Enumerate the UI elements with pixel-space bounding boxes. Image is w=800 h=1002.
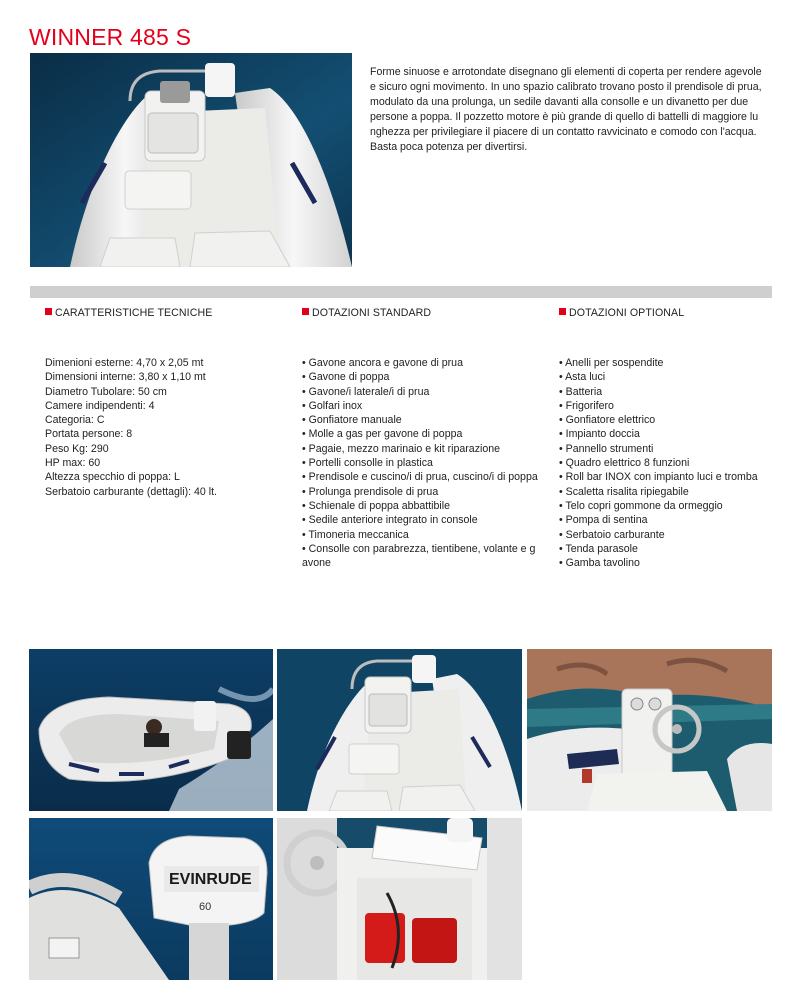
list-item: • Timoneria meccanica	[302, 528, 409, 541]
list-item: Peso Kg: 290	[45, 442, 109, 455]
list-item: • Golfari inox	[302, 399, 363, 412]
list-item: • Gonfiatore manuale	[302, 414, 402, 427]
optional-list	[559, 356, 779, 570]
list-item: • Sedile anteriore integrato in console	[302, 514, 478, 527]
list-item: • Impianto doccia	[559, 428, 640, 441]
list-item: Dimensioni interne: 3,80 x 1,10 mt	[45, 371, 206, 384]
engine-brand-text: EVINRUDE	[169, 871, 252, 888]
standard-list	[302, 356, 542, 570]
list-item: • Roll bar INOX con impianto luci e tromba	[559, 471, 758, 484]
gallery-photo-console-rocks	[527, 649, 772, 811]
list-item: HP max: 60	[45, 457, 101, 470]
list-item: • Asta luci	[559, 371, 606, 384]
list-item: Categoria: C	[45, 414, 105, 427]
engine-hp-text: 60	[199, 901, 212, 913]
list-item: • Pompa di sentina	[559, 514, 648, 527]
list-item: • Quadro elettrico 8 funzioni	[559, 457, 690, 470]
list-item: Camere indipendenti: 4	[45, 399, 155, 412]
list-item: Diametro Tubolare: 50 cm	[45, 385, 167, 398]
list-item: • Gavone di poppa	[302, 371, 390, 384]
list-item: • Molle a gas per gavone di poppa	[302, 428, 463, 441]
list-item: • Frigorifero	[559, 399, 614, 412]
list-item: • Portelli consolle in plastica	[302, 457, 433, 470]
list-item: • Prolunga prendisole di prua	[302, 485, 439, 498]
list-item: Serbatoio carburante (dettagli): 40 lt.	[45, 485, 217, 498]
standard-heading: DOTAZIONI STANDARD	[302, 306, 542, 320]
list-item: • Tenda parasole	[559, 542, 638, 555]
standard-section	[302, 306, 542, 570]
list-item: • Batteria	[559, 385, 603, 398]
list-item: • Anelli per sospendite	[559, 357, 664, 369]
list-item: • Gonfiatore elettrico	[559, 414, 656, 427]
list-item: • Gavone/i laterale/i di prua	[302, 385, 430, 398]
gallery-photo-deck-overview	[277, 649, 522, 811]
list-item: • Prendisole e cuscino/i di prua, cuscino/i di poppa	[302, 471, 538, 484]
red-square-icon	[559, 308, 566, 315]
gallery-photo-outboard-engine	[29, 818, 273, 980]
list-item: • Serbatoio carburante	[559, 528, 665, 541]
specs-list	[45, 356, 285, 499]
list-item: • Scaletta risalita ripiegabile	[559, 485, 689, 498]
gallery-photo-boat-underway	[29, 649, 273, 811]
list-item: • Gavone ancora e gavone di prua	[302, 357, 463, 369]
gallery-photo-console-storage	[277, 818, 522, 980]
specs-section	[45, 306, 285, 499]
list-item: Dimenioni esterne: 4,70 x 2,05 mt	[45, 357, 204, 369]
optional-heading: DOTAZIONI OPTIONAL	[559, 306, 779, 320]
red-square-icon	[45, 308, 52, 315]
list-item: • Gamba tavolino	[559, 557, 640, 570]
intro-text: Forme sinuose e arrotondate disegnano gli elementi di coperta per rendere agevole e sicuro ogni movimento. In uno spazio calibrato trovano posto il prendisole di prua, modulato da una prolunga, un sedile davanti alla consolle e un divanetto per due persone a poppa. Il pozzetto motore è più grande di quello di battelli di maggiore lu nghezza per privilegiare il piacere di un contatto ravvicinato e comodo con l'acqua. Basta poca potenza per divertirsi.	[370, 65, 762, 153]
specs-heading: CARATTERISTICHE TECNICHE	[45, 306, 285, 320]
list-item: • Pagaie, mezzo marinaio e kit riparazione	[302, 442, 501, 455]
list-item: • Consolle con parabrezza, tientibene, volante e g avone	[302, 542, 536, 570]
red-square-icon	[302, 308, 309, 315]
list-item: Altezza specchio di poppa: L	[45, 471, 180, 484]
list-item: • Pannello strumenti	[559, 442, 654, 455]
section-divider	[30, 286, 772, 298]
list-item: • Telo copri gommone da ormeggio	[559, 499, 723, 512]
page-title: WINNER 485 S	[29, 24, 192, 50]
optional-section	[559, 306, 779, 570]
hero-boat-photo	[30, 53, 352, 267]
list-item: Portata persone: 8	[45, 428, 133, 441]
list-item: • Schienale di poppa abbattibile	[302, 499, 451, 512]
